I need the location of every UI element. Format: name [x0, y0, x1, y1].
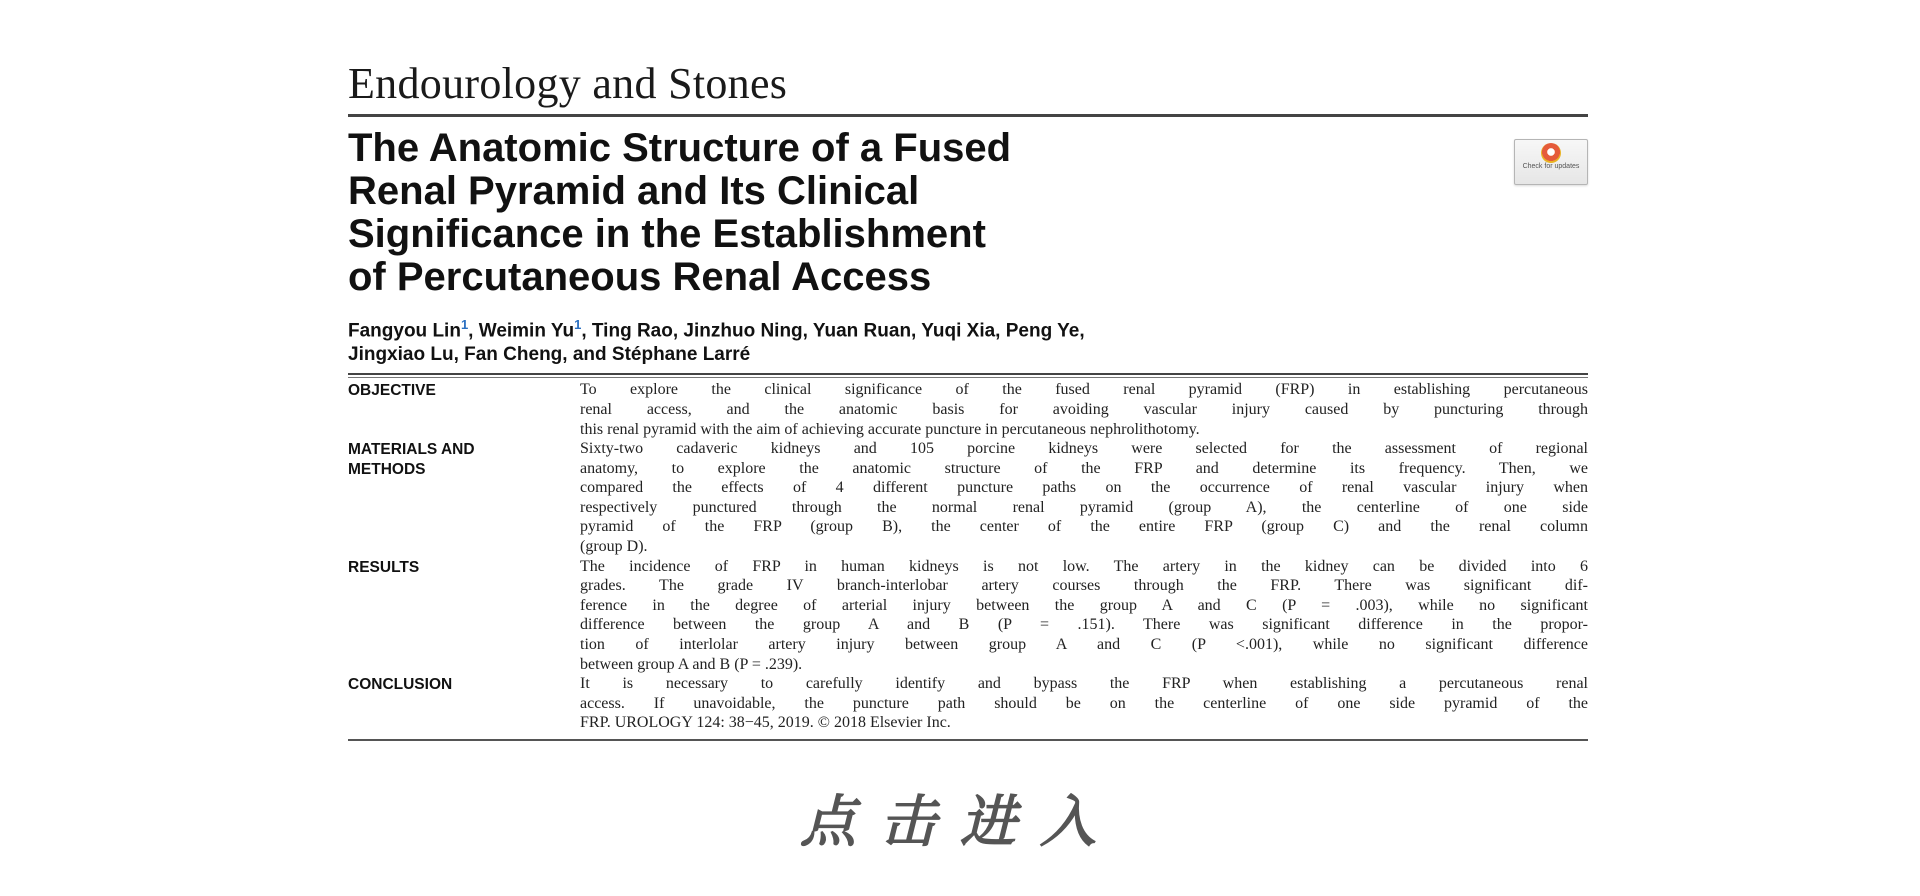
update-icon — [1541, 143, 1561, 163]
author-name: Fangyou Lin — [348, 320, 461, 342]
text-line: respectively punctured through the normal renal pyramid (group A), the centerline of one side — [580, 498, 1588, 516]
affiliation-marker[interactable]: 1 — [574, 317, 582, 332]
section-text — [580, 439, 1588, 557]
badge-label: Check for updates — [1522, 163, 1580, 170]
title-line: of Percutaneous Renal Access — [348, 255, 932, 299]
section-label — [348, 674, 580, 733]
abstract-section-results — [348, 557, 1588, 675]
journal-name: Endourology and Stones — [348, 59, 788, 108]
text-line: anatomy, to explore the anatomic structure of the FRP and determine its frequency. Then, we — [580, 459, 1588, 477]
section-label — [348, 439, 580, 557]
text-line: To explore the clinical significance of the fused renal pyramid (FRP) in establishing percutaneous — [580, 381, 1588, 399]
author-list — [348, 313, 1588, 367]
text-line: It is necessary to carefully identify and bypass the FRP when establishing a percutaneous renal — [580, 675, 1588, 693]
check-for-updates-badge[interactable] — [1514, 139, 1588, 185]
text-line: FRP. UROLOGY 124: 38−45, 2019. © 2018 Elsevier Inc. — [580, 714, 951, 732]
label-line: METHODS — [348, 460, 426, 478]
text-line: access. If unavoidable, the puncture path should be on the centerline of one side pyramid of the — [580, 694, 1588, 712]
text-line: tion of interlolar artery injury between group A and C (P <.001), while no significant difference — [580, 636, 1588, 654]
enter-link[interactable]: 点击进入 — [800, 790, 1120, 855]
text-line: difference between the group A and B (P = .151). There was significant difference in the propor- — [580, 616, 1588, 634]
text-line: renal access, and the anatomic basis for avoiding vascular injury caused by puncturing through — [580, 400, 1588, 418]
text-line: pyramid of the FRP (group B), the center of the entire FRP (group C) and the renal column — [580, 518, 1588, 536]
text-line: (group D). — [580, 538, 648, 556]
text-line: this renal pyramid with the aim of achieving accurate puncture in percutaneous nephrolithotomy. — [580, 420, 1200, 438]
section-text — [580, 380, 1588, 439]
author-line-1 — [348, 313, 1588, 343]
title-line: Significance in the Establishment — [348, 212, 986, 256]
article-title — [348, 127, 1348, 299]
abstract-section-conclusion — [348, 674, 1588, 733]
abstract — [348, 380, 1588, 733]
text-line: between group A and B (P = .239). — [580, 655, 803, 673]
label-line: OBJECTIVE — [348, 382, 436, 400]
paper-page — [348, 58, 1588, 741]
affiliation-marker[interactable]: 1 — [460, 317, 469, 332]
abstract-section-objective — [348, 380, 1588, 439]
section-label — [348, 557, 580, 675]
abstract-section-methods — [348, 439, 1588, 557]
abstract-top-rule — [348, 373, 1588, 378]
label-line: MATERIALS AND — [348, 441, 475, 459]
text-line: Sixty-two cadaveric kidneys and 105 porcine kidneys were selected for the assessment of regional — [580, 440, 1588, 458]
author-names: , Ting Rao, Jinzhuo Ning, Yuan Ruan, Yuqi Xia, Peng Ye, — [581, 320, 1085, 342]
text-line: ference in the degree of arterial injury between the group A and C (P = .003), while no significant — [580, 596, 1588, 614]
label-line: CONCLUSION — [348, 676, 453, 694]
section-text — [580, 674, 1588, 733]
label-line: RESULTS — [348, 558, 420, 576]
abstract-bottom-rule — [348, 739, 1588, 741]
text-line: compared the effects of 4 different puncture paths on the occurrence of renal vascular injury when — [580, 479, 1588, 497]
section-label — [348, 380, 580, 439]
section-text — [580, 557, 1588, 675]
header-rule — [348, 114, 1588, 117]
title-row — [348, 127, 1588, 299]
title-line: The Anatomic Structure of a Fused — [348, 126, 1012, 170]
author-line-2: Jingxiao Lu, Fan Cheng, and Stéphane Larré — [348, 344, 751, 366]
author-name: , Weimin Yu — [468, 320, 575, 342]
title-line: Renal Pyramid and Its Clinical — [348, 169, 920, 213]
text-line: grades. The grade IV branch-interlobar artery courses through the FRP. There was significant dif- — [580, 577, 1588, 595]
text-line: The incidence of FRP in human kidneys is not low. The artery in the kidney can be divided into 6 — [580, 557, 1588, 575]
